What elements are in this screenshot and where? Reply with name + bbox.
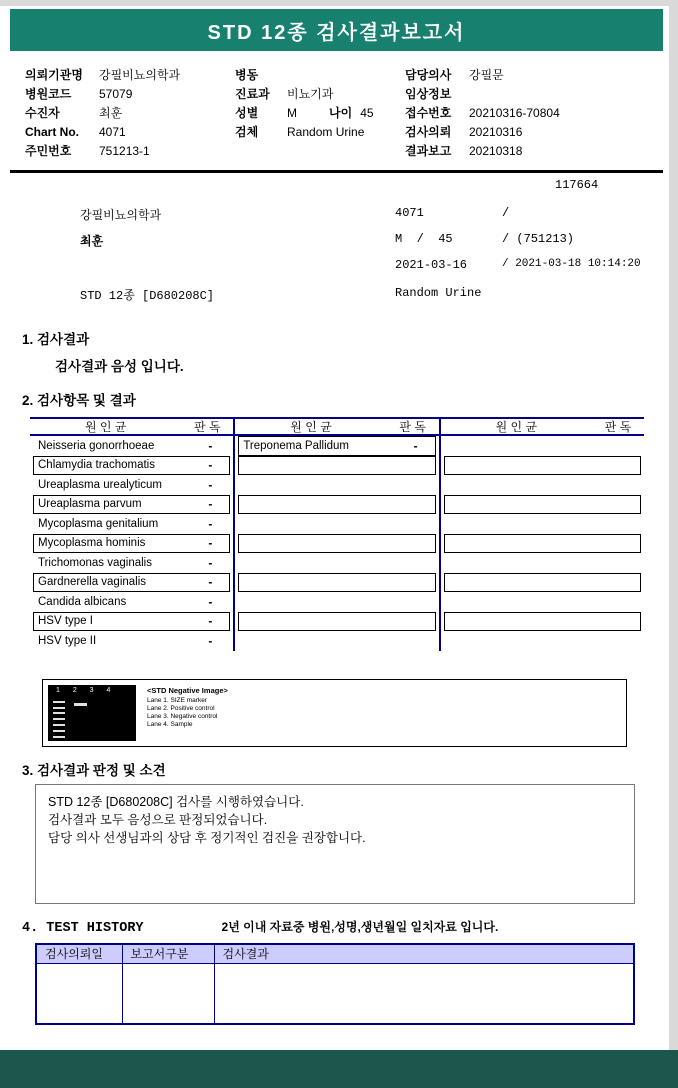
table-row [444,631,641,651]
field-value: M [287,105,297,120]
gel-lane-numbers: 1 2 3 4 [56,686,111,694]
gel-band [53,707,65,709]
field-value: 751213-1 [99,143,150,158]
table-rows [235,436,438,651]
hospital-name: 강필비뇨의학과 [80,209,162,223]
section4-title: 4. TEST HISTORY [22,920,144,936]
field-value: 20210316 [469,124,523,139]
report-page [0,6,669,1088]
result-value: - [413,438,418,453]
info-row [405,122,663,141]
gel-legend-line: Lane 1. SIZE marker [147,696,207,704]
report-meta-block [0,198,669,314]
gel-legend-line: Lane 2. Positive control [147,704,215,712]
info-row [25,65,235,84]
separator-slash: / [502,206,510,220]
result-value: - [208,477,213,492]
info-row [235,122,405,141]
table-rows [30,436,233,651]
table-row [33,612,230,632]
field-label: 접수번호 [405,106,452,120]
result-value: - [208,555,213,570]
info-row [235,65,405,84]
field-label: 병원코드 [25,87,72,101]
history-body-row [36,964,634,1024]
table-row [33,534,230,554]
section3-title: 3. 검사결과 판정 및 소견 [22,762,166,778]
history-cell [36,964,122,1024]
opinion-line: 검사결과 모두 음성으로 판정되었습니다. [48,812,268,827]
info-column-right [405,65,663,160]
gel-band [53,730,65,732]
gel-band [53,712,65,714]
history-cell [122,964,214,1024]
info-column-left [25,65,235,160]
field-value: Random Urine [287,124,365,139]
field-label: 수진자 [25,106,60,120]
column-header-organism: 원 인 균 [290,420,332,434]
field-label: 결과보고 [405,144,452,158]
patient-sex-age: M / 45 [395,232,453,246]
table-row [444,592,641,612]
history-col-result: 검사결과 [214,944,634,964]
table-row [238,592,435,612]
gel-legend-line: Lane 4. Sample [147,720,193,728]
table-row [33,514,230,534]
table-row [238,534,435,554]
column-header-result: 판 독 [194,420,221,434]
table-row [444,553,641,573]
organism-name: Neisseria gonorrhoeae [38,439,155,452]
table-row [444,475,641,495]
result-value: - [208,458,213,473]
field-label: 진료과 [235,87,270,101]
result-value: - [208,497,213,512]
column-header-result: 판 독 [399,420,426,434]
overall-result: 검사결과 음성 입니다. [55,359,184,374]
table-row [444,534,641,554]
gel-caption: <STD Negative Image> [147,685,228,695]
field-value: 강필문 [469,68,504,82]
table-row [444,612,641,632]
field-label: 주민번호 [25,144,72,158]
info-row [405,65,663,84]
field-value: 비뇨기과 [287,87,334,101]
organism-name: HSV type II [38,634,97,647]
section1-title: 1. 검사결과 [22,332,90,347]
table-row [444,573,641,593]
section-divider [10,170,663,173]
result-value: - [208,594,213,609]
organism-name: Chlamydia trachomatis [38,459,155,472]
organism-name: Ureaplasma urealyticum [38,478,162,491]
table-row [33,495,230,515]
field-value: 최훈 [99,106,123,120]
patient-info-block [25,65,669,160]
result-value: - [208,536,213,551]
table-row [238,456,435,476]
column-header-organism: 원 인 균 [495,420,538,434]
info-column-middle [235,65,405,160]
table-row [238,495,435,515]
history-cell [214,964,634,1024]
info-row [235,84,405,103]
column-header-organism: 원 인 균 [84,420,127,434]
field-value: 4071 [99,124,126,139]
page-margin-right [669,0,678,1088]
field-label: Chart No. [25,124,79,139]
footer-bar [0,1050,678,1088]
table-group-2 [233,419,438,651]
result-value: - [208,516,213,531]
info-row [235,103,405,122]
table-group-3 [439,419,644,651]
gel-band [74,703,87,706]
organism-name: Ureaplasma parvum [38,498,142,511]
table-row [444,456,641,476]
result-value: - [208,614,213,629]
table-row [33,553,230,573]
table-header-row [30,419,233,436]
test-history-table [35,943,635,1025]
table-row [33,573,230,593]
table-row [444,495,641,515]
gel-legend [147,687,228,729]
field-label: 임상정보 [405,87,452,101]
table-row [238,553,435,573]
patient-rrn: / (751213) [502,232,575,246]
organism-name: Treponema Pallidum [243,439,350,452]
field-value: 45 [360,105,374,120]
specimen-type: Random Urine [395,286,482,300]
table-row [33,456,230,476]
organism-name: Candida albicans [38,595,127,608]
history-col-request-date: 검사의뢰일 [36,944,122,964]
result-value: - [208,575,213,590]
field-label: 의뢰기관명 [25,68,83,82]
field-label: 검체 [235,125,259,139]
section4-note: 2년 이내 자료중 병원,성명,생년월일 일치자료 입니다. [221,919,499,934]
field-label: 담당의사 [405,68,452,82]
info-row [405,84,663,103]
table-row [444,436,641,456]
field-value: 57079 [99,86,133,101]
column-header-result: 판 독 [604,420,632,434]
table-row [33,436,230,456]
table-rows [441,436,644,651]
table-row [33,631,230,651]
gel-band [53,724,65,726]
table-header-row [235,419,438,436]
table-group-1 [30,419,233,651]
table-row [33,592,230,612]
info-row [25,122,235,141]
chart-number: 4071 [395,206,424,220]
info-row [25,103,235,122]
organism-name: Mycoplasma genitalium [38,517,159,530]
request-date: 2021-03-16 [395,258,468,272]
field-label: 성별 [235,106,259,120]
field-label: 병동 [235,68,259,82]
organism-name: HSV type I [38,615,93,628]
organism-name: Mycoplasma hominis [38,537,146,550]
report-title: STD 12종 검사결과보고서 [10,9,663,51]
opinion-box [35,784,635,904]
section4-header [22,918,669,936]
table-row [238,514,435,534]
result-value: - [208,438,213,453]
section2-title: 2. 검사항목 및 결과 [22,393,136,408]
info-row [405,141,663,160]
table-row [33,475,230,495]
opinion-line: STD 12종 [D680208C] 검사를 시행하였습니다. [48,794,304,809]
table-row [238,631,435,651]
table-row [238,573,435,593]
history-header-row [36,944,634,964]
field-value: 20210318 [469,143,523,158]
field-label: 나이 [329,106,353,120]
document-number: 117664 [555,178,599,192]
organism-name: Gardnerella vaginalis [38,576,147,589]
opinion-line: 담당 의사 선생님과의 상담 후 정기적인 검진을 권장합니다. [48,830,366,845]
gel-legend-line: Lane 3. Negative control [147,712,218,720]
table-row [238,475,435,495]
table-row [238,436,435,456]
info-row [25,141,235,160]
result-value: - [208,633,213,648]
field-value: 강필비뇨의학과 [99,68,181,82]
table-header-row [441,419,644,436]
info-row [25,84,235,103]
patient-name: 최훈 [80,235,104,249]
history-col-report-type: 보고서구분 [122,944,214,964]
std-results-table [30,417,644,651]
table-row [444,514,641,534]
table-row [238,612,435,632]
gel-band [53,718,65,720]
field-value: 20210316-70804 [469,105,560,120]
gel-image [48,685,136,741]
test-name: STD 12종 [D680208C] [80,289,215,303]
gel-band [53,736,65,738]
info-row [405,103,663,122]
gel-image-box [42,679,627,747]
organism-name: Trichomonas vaginalis [38,556,152,569]
field-label: 검사의뢰 [405,125,452,139]
report-datetime: / 2021-03-18 10:14:20 [502,258,641,270]
gel-band [53,701,65,703]
